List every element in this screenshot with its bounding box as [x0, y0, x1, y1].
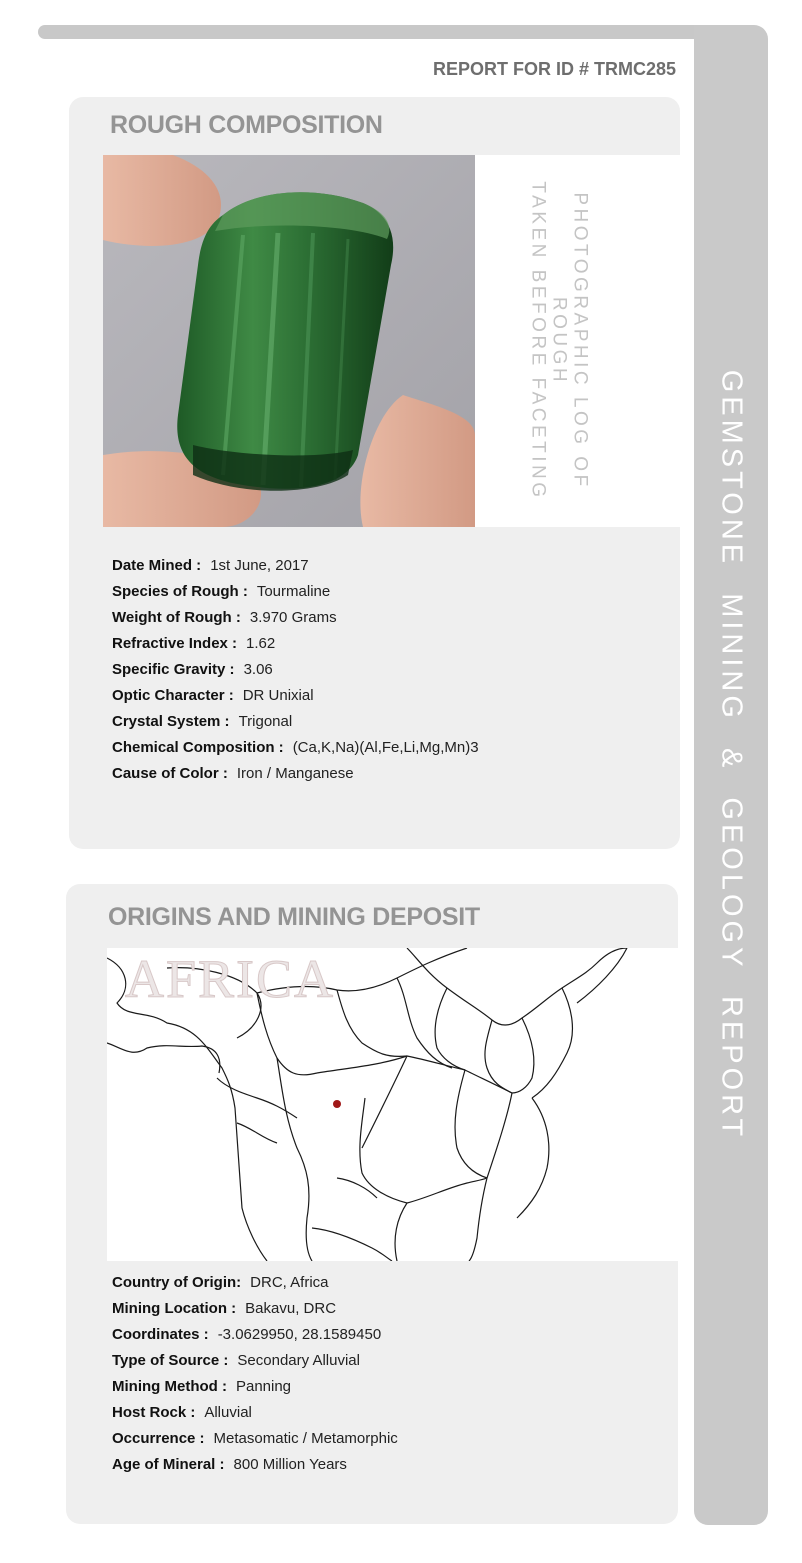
field-value: 1st June, 2017: [210, 557, 309, 574]
field-value: Tourmaline: [256, 583, 331, 600]
field-label: Age of Mineral :: [112, 1456, 225, 1473]
field-label: Country of Origin:: [112, 1274, 242, 1291]
origins-title: ORIGINS AND MINING DEPOSIT: [108, 903, 480, 931]
africa-map: [107, 948, 678, 1261]
rough-field-crystal-system: [112, 709, 479, 735]
field-value: Metasomatic / Metamorphic: [213, 1430, 398, 1447]
field-label: Crystal System :: [112, 713, 230, 730]
field-value: 3.970 Grams: [249, 609, 337, 626]
photo-caption-line-1: PHOTOGRAPHIC LOG OF ROUGH: [548, 192, 591, 490]
photo-caption-line-2: TAKEN BEFORE FACETING: [527, 181, 549, 501]
field-value: Trigonal: [238, 713, 293, 730]
origin-field-country: [112, 1270, 398, 1296]
top-decorative-bar: [38, 25, 718, 39]
field-value: Iron / Manganese: [236, 765, 354, 782]
rough-field-weight: [112, 605, 479, 631]
origin-field-mining-method: [112, 1374, 398, 1400]
field-label: Specific Gravity :: [112, 661, 235, 678]
rough-fields: [112, 553, 479, 787]
field-label: Mining Location :: [112, 1300, 237, 1317]
field-label: Occurrence :: [112, 1430, 205, 1447]
field-value: DR Unixial: [242, 687, 314, 704]
rough-field-refractive-index: [112, 631, 479, 657]
rough-composition-title: ROUGH COMPOSITION: [110, 111, 383, 139]
rough-field-cause-of-color: [112, 761, 479, 787]
field-value: Bakavu, DRC: [245, 1300, 337, 1317]
rough-photo-area: [103, 155, 680, 527]
field-label: Date Mined :: [112, 557, 202, 574]
field-label: Optic Character :: [112, 687, 234, 704]
report-id: REPORT FOR ID # TRMC285: [432, 59, 676, 79]
rough-photo: [103, 155, 475, 527]
side-title: GEMSTONE MINING & GEOLOGY REPORT: [715, 369, 748, 1141]
field-value: (Ca,K,Na)(Al,Fe,Li,Mg,Mn)3: [292, 739, 479, 756]
map-title: AFRICA: [125, 949, 336, 1009]
field-value: Alluvial: [204, 1404, 252, 1421]
field-label: Type of Source :: [112, 1352, 229, 1369]
field-value: 1.62: [246, 635, 276, 652]
photo-caption: [528, 155, 591, 527]
field-value: Panning: [235, 1378, 292, 1395]
origin-field-mining-location: [112, 1296, 398, 1322]
field-label: Chemical Composition :: [112, 739, 284, 756]
field-label: Weight of Rough :: [112, 609, 241, 626]
field-label: Cause of Color :: [112, 765, 228, 782]
field-value: 800 Million Years: [233, 1456, 347, 1473]
field-label: Mining Method :: [112, 1378, 227, 1395]
rough-field-specific-gravity: [112, 657, 479, 683]
field-label: Coordinates :: [112, 1326, 209, 1343]
rough-field-chemical-composition: [112, 735, 479, 761]
field-label: Species of Rough :: [112, 583, 248, 600]
origin-field-coordinates: [112, 1322, 398, 1348]
field-label: Host Rock :: [112, 1404, 196, 1421]
field-value: -3.0629950, 28.1589450: [217, 1326, 382, 1343]
rough-field-species: [112, 579, 479, 605]
field-label: Refractive Index :: [112, 635, 238, 652]
origin-field-occurrence: [112, 1426, 398, 1452]
origin-field-type-of-source: [112, 1348, 398, 1374]
deposit-marker-icon: [332, 1099, 342, 1109]
origin-field-age-of-mineral: [112, 1452, 398, 1478]
origin-fields: [112, 1270, 398, 1478]
field-value: DRC, Africa: [250, 1274, 329, 1291]
origin-field-host-rock: [112, 1400, 398, 1426]
rough-field-optic-character: [112, 683, 479, 709]
field-value: 3.06: [243, 661, 273, 678]
rough-field-date-mined: [112, 553, 479, 579]
field-value: Secondary Alluvial: [237, 1352, 360, 1369]
